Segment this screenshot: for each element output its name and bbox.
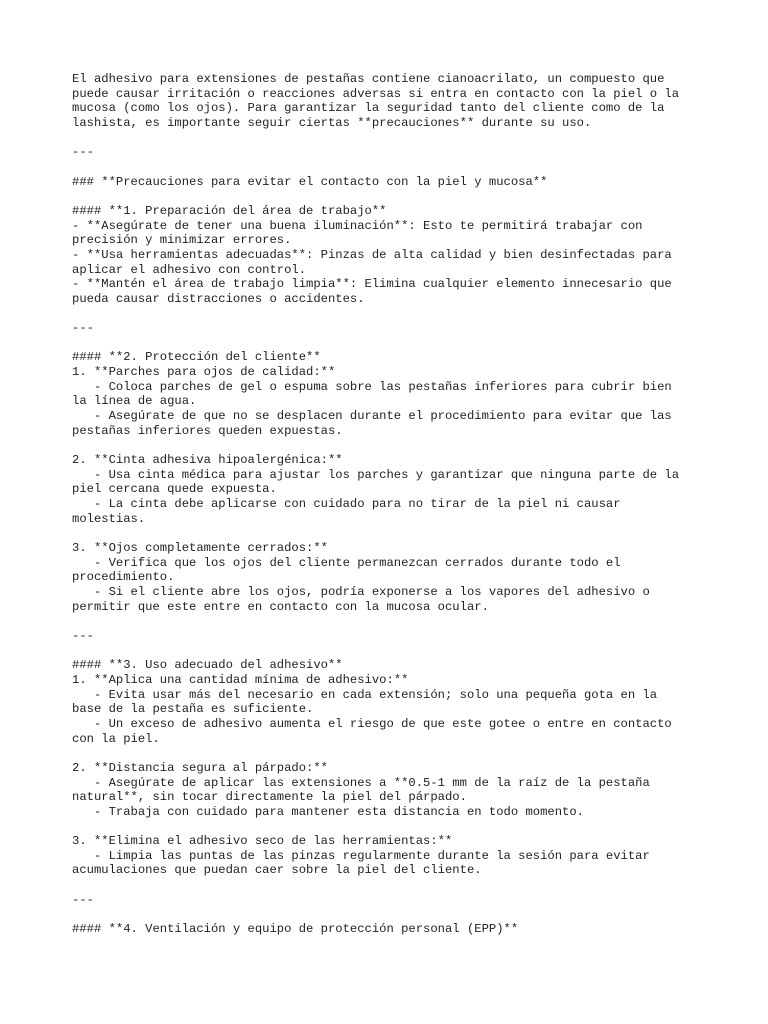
blank-line	[72, 189, 732, 204]
section-heading: #### **4. Ventilación y equipo de protección personal (EPP)**	[72, 922, 519, 937]
section-heading: #### **3. Uso adecuado del adhesivo**	[72, 658, 343, 673]
text-line: mucosa (como los ojos). Para garantizar la seguridad tanto del cliente como de la	[72, 101, 665, 116]
blank-line	[72, 819, 732, 834]
text-line: - Un exceso de adhesivo aumenta el riesgo de que este gotee o entre en contacto	[72, 716, 672, 731]
text-line: - Verifica que los ojos del cliente permanezcan cerrados durante todo el	[72, 555, 621, 570]
blank-line	[72, 526, 732, 541]
text-line: pestañas inferiores queden expuestas.	[72, 423, 343, 438]
text-line: puede causar irritación o reacciones adversas si entra en contacto con la piel o la	[72, 86, 680, 101]
text-line: - Coloca parches de gel o espuma sobre las pestañas inferiores para cubrir bien	[72, 379, 672, 394]
text-line: 1. **Aplica una cantidad mínima de adhesivo:**	[72, 672, 409, 687]
text-line: 3. **Ojos completamente cerrados:**	[72, 541, 328, 555]
text-line: 3. **Elimina el adhesivo seco de las herramientas:**	[72, 834, 453, 849]
text-line: - **Mantén el área de trabajo limpia**: Elimina cualquier elemento innecesario que	[72, 277, 672, 292]
text-line: procedimiento.	[72, 570, 175, 585]
horizontal-rule: ---	[72, 892, 94, 907]
text-line: lashista, es importante seguir ciertas **precauciones** durante su uso.	[72, 115, 592, 130]
text-line: precisión y minimizar errores.	[72, 233, 292, 248]
blank-line	[72, 644, 732, 659]
blank-line	[72, 438, 732, 453]
text-line: - **Usa herramientas adecuadas**: Pinzas de alta calidad y bien desinfectadas para	[72, 247, 672, 262]
blank-line	[72, 614, 732, 629]
text-line: piel cercana quede expuesta.	[72, 482, 277, 497]
blank-line	[72, 907, 732, 922]
section-heading: #### **1. Preparación del área de trabajo**	[72, 203, 387, 218]
text-line: molestias.	[72, 511, 146, 526]
text-line: pueda causar distracciones o accidentes.	[72, 291, 365, 306]
blank-line	[72, 336, 732, 351]
text-line: base de la pestaña es suficiente.	[72, 702, 314, 717]
text-line: - La cinta debe aplicarse con cuidado para no tirar de la piel ni causar	[72, 497, 621, 512]
horizontal-rule: ---	[72, 145, 94, 160]
text-line: permitir que este entre en contacto con la mucosa ocular.	[72, 599, 489, 614]
text-line: - Usa cinta médica para ajustar los parches y garantizar que ninguna parte de la	[72, 467, 680, 482]
text-line: natural**, sin tocar directamente la piel del párpado.	[72, 790, 467, 805]
text-line: - Si el cliente abre los ojos, podría exponerse a los vapores del adhesivo o	[72, 584, 650, 599]
blank-line	[72, 878, 732, 893]
text-line: 2. **Cinta adhesiva hipoalergénica:**	[72, 453, 343, 468]
text-line: - Trabaja con cuidado para mantener esta distancia en todo momento.	[72, 804, 584, 819]
text-line: - Asegúrate de que no se desplacen durante el procedimiento para evitar que las	[72, 409, 672, 424]
text-line: 1. **Parches para ojos de calidad:**	[72, 365, 336, 380]
section-heading: #### **2. Protección del cliente**	[72, 350, 321, 365]
text-line: la línea de agua.	[72, 394, 197, 409]
blank-line	[72, 131, 732, 146]
horizontal-rule: ---	[72, 321, 94, 336]
main-heading: ### **Precauciones para evitar el contacto con la piel y mucosa**	[72, 174, 548, 189]
blank-line	[72, 746, 732, 761]
text-line: - Evita usar más del necesario en cada extensión; solo una pequeña gota en la	[72, 687, 658, 702]
text-line: - **Asegúrate de tener una buena iluminación**: Esto te permitirá trabajar con	[72, 218, 643, 233]
document-page	[72, 72, 732, 937]
blank-line	[72, 307, 732, 322]
text-line: aplicar el adhesivo con control.	[72, 262, 307, 277]
text-line: El adhesivo para extensiones de pestañas contiene cianoacrilato, un compuesto que	[72, 72, 665, 86]
text-line: 2. **Distancia segura al párpado:**	[72, 760, 328, 775]
horizontal-rule: ---	[72, 628, 94, 643]
text-line: con la piel.	[72, 731, 160, 746]
text-line: - Limpia las puntas de las pinzas regularmente durante la sesión para evitar	[72, 848, 650, 863]
text-line: - Asegúrate de aplicar las extensiones a **0.5-1 mm de la raíz de la pestaña	[72, 775, 650, 790]
blank-line	[72, 160, 732, 175]
text-line: acumulaciones que puedan caer sobre la piel del cliente.	[72, 863, 482, 878]
